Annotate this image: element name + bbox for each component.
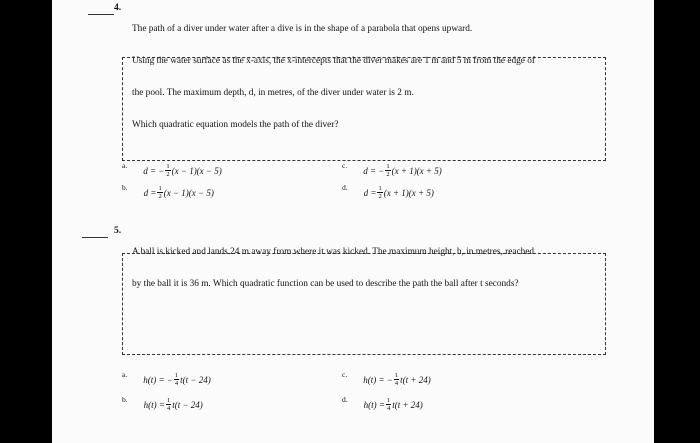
option-letter: c. [342,370,348,379]
question-text-line: Which quadratic equation models the path of the diver? [132,119,339,130]
fraction-numerator: 1 [166,397,171,404]
equation-lhs: d = [363,187,377,198]
equation-rhs: t(t + 24) [392,399,423,410]
question-text-line: the pool. The maximum depth, d, in metres, of the diver under water is 2 m. [132,87,414,98]
fraction-numerator: 1 [394,372,399,379]
question-number: 4. [114,3,122,13]
question-text-line: The path of a diver under water after a dive is in the shape of a parabola that opens upward. [132,24,473,35]
option-b-q5[interactable] [122,397,203,412]
option-d-q5[interactable] [342,397,423,412]
equation-rhs: t(t − 24) [172,399,203,410]
fraction-numerator: 1 [166,163,170,170]
worksheet-page [52,0,654,443]
fraction-numerator: 1 [174,372,179,379]
question-number: 5. [114,226,122,236]
option-letter: d. [342,183,348,192]
fraction-numerator: 1 [378,185,382,192]
fraction-denominator: 2 [378,193,382,200]
equation-lhs: h(t) = − [143,374,173,385]
option-letter: d. [342,395,348,404]
fraction-denominator: 2 [386,171,390,178]
question-text-line: Using the water surface as the x-axis, the x-intercepts that the diver makes are 1 m and 5 m from the edge of [132,55,535,66]
fraction-numerator: 1 [386,163,390,170]
equation-lhs: h(t) = − [363,374,393,385]
equation-rhs: (x + 1)(x + 5) [391,165,442,176]
question-text-line: A ball is kicked and lands 24 m away from where it was kicked. The maximum height, h, in metres, reached [132,247,535,258]
fraction-denominator: 4 [166,405,171,412]
option-a-q4[interactable] [122,163,222,178]
option-letter: a. [122,370,128,379]
option-a-q5[interactable] [122,372,211,387]
fraction-denominator: 4 [174,380,179,387]
fraction-denominator: 2 [158,193,162,200]
equation-lhs: d = − [363,165,385,176]
fraction-denominator: 4 [394,380,399,387]
option-c-q4[interactable] [342,163,442,178]
option-letter: a. [122,161,128,170]
fraction-numerator: 1 [158,185,162,192]
equation-rhs: t(t + 24) [400,374,431,385]
answer-blank-q5[interactable] [82,237,108,238]
answer-blank-q4[interactable] [88,14,114,15]
equation-lhs: d = − [143,165,165,176]
equation-rhs: (x + 1)(x + 5) [383,187,434,198]
question-text-line: by the ball it is 36 m. Which quadratic function can be used to describe the path the ball after t seconds? [132,278,519,289]
fraction-denominator: 4 [386,405,391,412]
fraction-numerator: 1 [386,397,391,404]
fraction-denominator: 2 [166,171,170,178]
work-area-box-q4[interactable] [122,57,606,161]
option-d-q4[interactable] [342,185,434,200]
option-letter: b. [122,183,128,192]
equation-lhs: h(t) = [143,399,165,410]
option-letter: c. [342,161,348,170]
equation-rhs: (x − 1)(x − 5) [163,187,214,198]
option-letter: b. [122,395,128,404]
equation-rhs: (x − 1)(x − 5) [171,165,222,176]
equation-lhs: h(t) = [363,399,385,410]
option-c-q5[interactable] [342,372,431,387]
equation-rhs: t(t − 24) [180,374,211,385]
equation-lhs: d = [143,187,157,198]
option-b-q4[interactable] [122,185,214,200]
work-area-box-q5[interactable] [122,253,606,355]
